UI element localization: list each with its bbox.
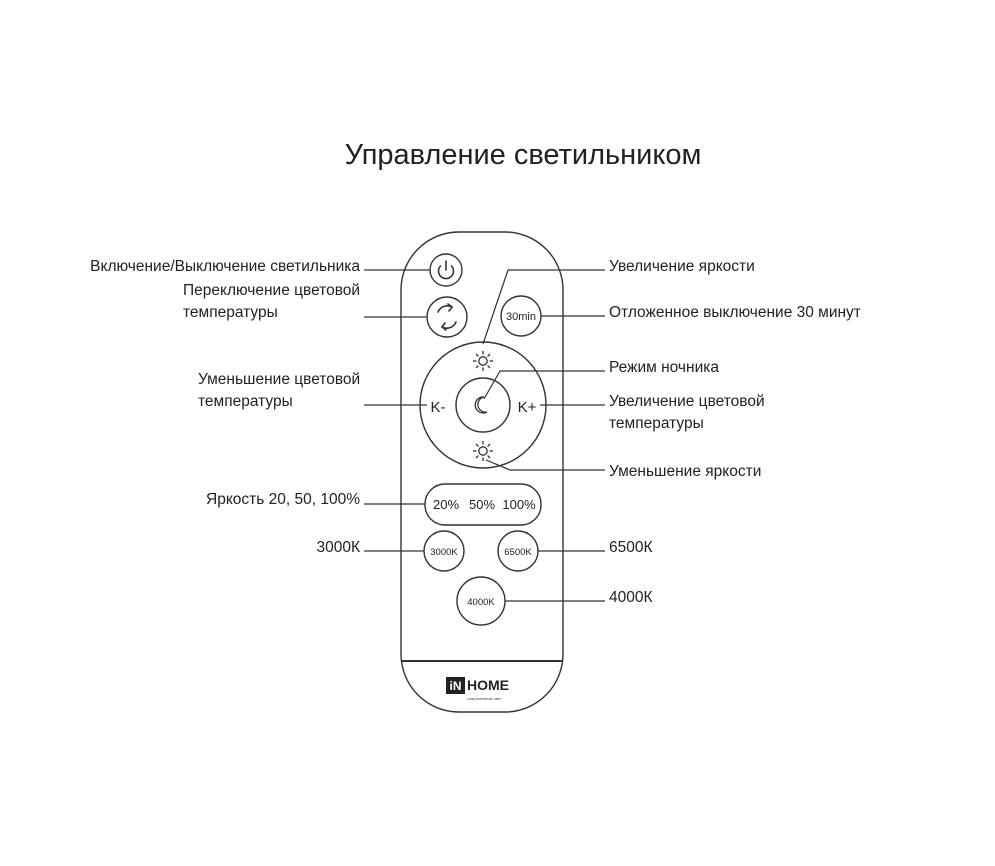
label-6500k: 6500К: [609, 539, 653, 556]
label-timer-off: Отложенное выключение 30 минут: [609, 304, 861, 321]
remote-body: [401, 232, 563, 712]
k6500-button[interactable]: [498, 531, 538, 571]
k4000-button[interactable]: [457, 577, 505, 625]
brand-logo-home: HOME: [467, 677, 509, 693]
k3000-button[interactable]: [424, 531, 464, 571]
brightness-50-button[interactable]: 50%: [468, 497, 496, 512]
brightness-20-button[interactable]: 20%: [432, 497, 460, 512]
label-3000k: 3000К: [316, 539, 360, 556]
k3000-button-label: 3000K: [430, 547, 458, 558]
label-brightness-down: Уменьшение яркости: [609, 463, 762, 480]
label-switch-temp-2: температуры: [183, 304, 278, 321]
label-increase-temp-1: Увеличение цветовой: [609, 393, 765, 410]
k-minus-button[interactable]: K-: [430, 399, 446, 416]
label-decrease-temp-2: температуры: [198, 393, 293, 410]
label-power: Включение/Выключение светильника: [90, 258, 360, 275]
power-button[interactable]: [430, 254, 462, 286]
label-brightness-presets: Яркость 20, 50, 100%: [206, 491, 360, 508]
brightness-down-button[interactable]: [468, 436, 498, 466]
color-temp-cycle-button[interactable]: [427, 297, 467, 337]
timer-30min-button[interactable]: [501, 296, 541, 336]
label-night-mode: Режим ночника: [609, 359, 719, 376]
brightness-presets: [425, 484, 541, 525]
page-title: Управление светильником: [344, 139, 702, 171]
label-increase-temp-2: температуры: [609, 415, 704, 432]
k-plus-button[interactable]: K+: [517, 399, 537, 416]
label-4000k: 4000К: [609, 589, 653, 606]
night-mode-button[interactable]: [456, 378, 510, 432]
k6500-button-label: 6500K: [504, 547, 532, 558]
label-switch-temp-1: Переключение цветовой: [183, 282, 361, 299]
label-brightness-up: Увеличение яркости: [609, 258, 755, 275]
timer-button-label: 30min: [506, 311, 536, 323]
label-decrease-temp-1: Уменьшение цветовой: [198, 371, 361, 388]
brand-tagline: современный свет: [467, 696, 502, 701]
k4000-button-label: 4000K: [467, 597, 495, 608]
brightness-up-button[interactable]: [468, 346, 498, 376]
brand-logo-in: iN: [449, 679, 462, 693]
brightness-100-button[interactable]: 100%: [502, 497, 536, 512]
